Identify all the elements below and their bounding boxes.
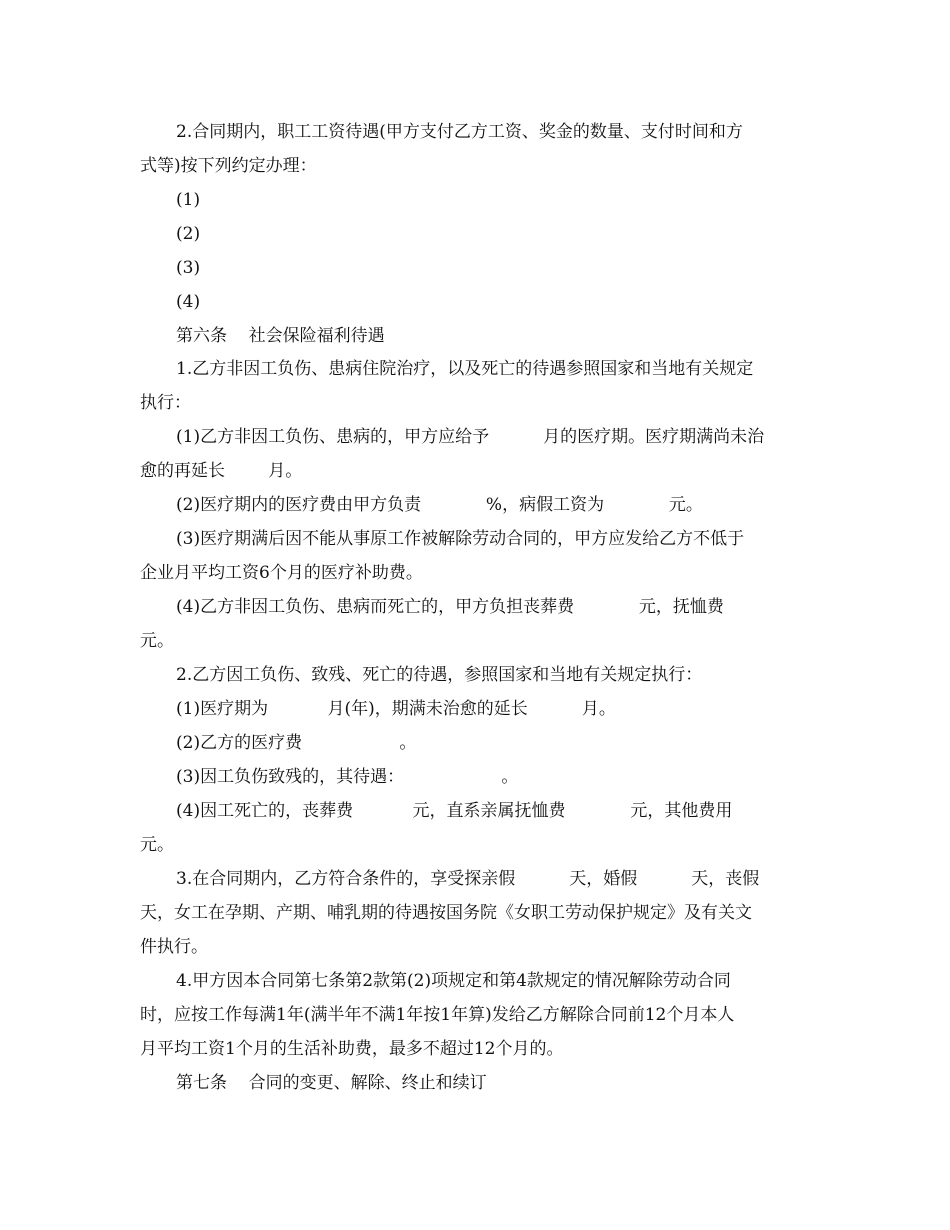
article-6-para-3-line-1: 3.在合同期内，乙方符合条件的，享受探亲假 天，婚假 天，丧假 xyxy=(176,869,760,889)
article-6-item-4-line-2: 元。 xyxy=(140,631,174,651)
article-6-para-2: 2.乙方因工负伤、致残、死亡的待遇，参照国家和当地有关规定执行： xyxy=(176,665,703,685)
article-6-para-4-line-1: 4.甲方因本合同第七条第2款第(2)项规定和第4款规定的情况解除劳动合同 xyxy=(176,971,731,991)
work-injury-item-1: (1)医疗期为 月(年)，期满未治愈的延长 月。 xyxy=(176,699,616,719)
article-6-heading: 第六条 社会保险福利待遇 xyxy=(176,326,385,346)
work-injury-item-3: (3)因工负伤致残的，其待遇： 。 xyxy=(176,767,519,787)
salary-clause-line-1: 2.合同期内，职工工资待遇(甲方支付乙方工资、奖金的数量、支付时间和方 xyxy=(176,122,743,142)
salary-item-1: (1) xyxy=(176,190,201,210)
salary-clause-line-2: 式等)按下列约定办理： xyxy=(140,156,317,176)
work-injury-item-4-line-1: (4)因工死亡的，丧葬费 元，直系亲属抚恤费 元，其他费用 xyxy=(176,801,733,821)
article-7-heading: 第七条 合同的变更、解除、终止和续订 xyxy=(176,1073,487,1093)
article-6-para-3-line-2: 天，女工在孕期、产期、哺乳期的待遇按国务院《女职工劳动保护规定》及有关文 xyxy=(140,903,752,923)
article-6-para-1-line-2: 执行： xyxy=(140,393,191,413)
salary-item-3: (3) xyxy=(176,258,201,278)
article-6-item-3-line-1: (3)医疗期满后因不能从事原工作被解除劳动合同的，甲方应发给乙方不低于 xyxy=(176,529,745,549)
article-6-para-1-line-1: 1.乙方非因工负伤、患病住院治疗，以及死亡的待遇参照国家和当地有关规定 xyxy=(176,359,754,379)
article-6-para-4-line-2: 时，应按工作每满1年(满半年不满1年按1年算)发给乙方解除合同前12个月本人 xyxy=(140,1005,735,1025)
article-6-item-3-line-2: 企业月平均工资6个月的医疗补助费。 xyxy=(140,563,423,583)
article-6-item-1-line-2: 愈的再延长 月。 xyxy=(140,461,303,481)
article-6-para-4-line-3: 月平均工资1个月的生活补助费，最多不超过12个月的。 xyxy=(140,1039,564,1059)
article-6-para-3-line-3: 件执行。 xyxy=(140,937,208,957)
salary-item-2: (2) xyxy=(176,224,201,244)
salary-item-4: (4) xyxy=(176,292,201,312)
work-injury-item-4-line-2: 元。 xyxy=(140,835,174,855)
article-6-item-2: (2)医疗期内的医疗费由甲方负责 %，病假工资为 元。 xyxy=(176,495,703,515)
article-6-item-4-line-1: (4)乙方非因工负伤、患病而死亡的，甲方负担丧葬费 元，抚恤费 xyxy=(176,597,724,617)
work-injury-item-2: (2)乙方的医疗费 。 xyxy=(176,733,417,753)
article-6-item-1-line-1: (1)乙方非因工负伤、患病的，甲方应给予 月的医疗期。医疗期满尚未治 xyxy=(176,427,765,447)
